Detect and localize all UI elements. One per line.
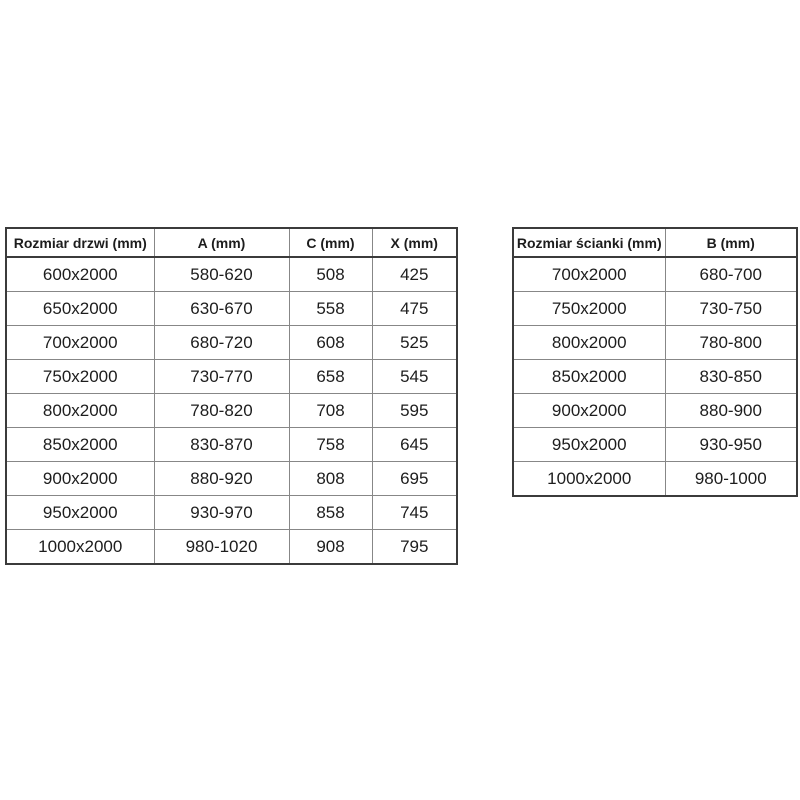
table-row [6, 496, 457, 530]
table-cell: 750x2000 [513, 292, 665, 326]
column-header: A (mm) [154, 228, 289, 257]
table-row [513, 428, 797, 462]
table-cell: 980-1000 [665, 462, 797, 497]
table-cell: 680-700 [665, 257, 797, 292]
table-cell: 795 [372, 530, 457, 565]
table-cell: 908 [289, 530, 372, 565]
header-row [513, 228, 797, 257]
table-cell: 695 [372, 462, 457, 496]
header-row [6, 228, 457, 257]
table-row [6, 360, 457, 394]
table-cell: 680-720 [154, 326, 289, 360]
table-cell: 700x2000 [6, 326, 154, 360]
table-cell: 658 [289, 360, 372, 394]
table-row [6, 428, 457, 462]
table-cell: 730-750 [665, 292, 797, 326]
table-row [6, 462, 457, 496]
table-row [513, 462, 797, 497]
table-cell: 758 [289, 428, 372, 462]
table-row [513, 257, 797, 292]
table-cell: 880-900 [665, 394, 797, 428]
wall-table-body [513, 257, 797, 496]
table-row [513, 360, 797, 394]
table-cell: 930-970 [154, 496, 289, 530]
door-sizes-table [5, 227, 458, 565]
table-row [513, 292, 797, 326]
table-cell: 800x2000 [513, 326, 665, 360]
column-header: C (mm) [289, 228, 372, 257]
door-table-body [6, 257, 457, 564]
table-row [6, 394, 457, 428]
table-cell: 508 [289, 257, 372, 292]
column-header: X (mm) [372, 228, 457, 257]
table-cell: 475 [372, 292, 457, 326]
table-cell: 800x2000 [6, 394, 154, 428]
table-cell: 900x2000 [513, 394, 665, 428]
column-header: Rozmiar ścianki (mm) [513, 228, 665, 257]
table-cell: 645 [372, 428, 457, 462]
column-header: B (mm) [665, 228, 797, 257]
table-cell: 950x2000 [6, 496, 154, 530]
table-cell: 980-1020 [154, 530, 289, 565]
table-cell: 730-770 [154, 360, 289, 394]
table-cell: 600x2000 [6, 257, 154, 292]
table-cell: 750x2000 [6, 360, 154, 394]
wall-sizes-table [512, 227, 798, 497]
table-cell: 1000x2000 [513, 462, 665, 497]
table-cell: 808 [289, 462, 372, 496]
table-cell: 858 [289, 496, 372, 530]
table-cell: 580-620 [154, 257, 289, 292]
wall-table-header [513, 228, 797, 257]
table-row [6, 292, 457, 326]
table-cell: 950x2000 [513, 428, 665, 462]
table-cell: 830-870 [154, 428, 289, 462]
table-cell: 850x2000 [513, 360, 665, 394]
door-table-header [6, 228, 457, 257]
table-cell: 425 [372, 257, 457, 292]
table-cell: 930-950 [665, 428, 797, 462]
table-cell: 708 [289, 394, 372, 428]
table-row [6, 326, 457, 360]
table-cell: 650x2000 [6, 292, 154, 326]
table-cell: 525 [372, 326, 457, 360]
column-header: Rozmiar drzwi (mm) [6, 228, 154, 257]
table-cell: 630-670 [154, 292, 289, 326]
table-cell: 1000x2000 [6, 530, 154, 565]
table-cell: 900x2000 [6, 462, 154, 496]
table-row [6, 257, 457, 292]
table-cell: 780-800 [665, 326, 797, 360]
table-cell: 780-820 [154, 394, 289, 428]
table-row [513, 394, 797, 428]
table-cell: 608 [289, 326, 372, 360]
table-cell: 558 [289, 292, 372, 326]
table-cell: 850x2000 [6, 428, 154, 462]
table-row [513, 326, 797, 360]
table-cell: 700x2000 [513, 257, 665, 292]
table-row [6, 530, 457, 565]
table-cell: 545 [372, 360, 457, 394]
table-cell: 880-920 [154, 462, 289, 496]
table-cell: 595 [372, 394, 457, 428]
table-cell: 745 [372, 496, 457, 530]
table-cell: 830-850 [665, 360, 797, 394]
